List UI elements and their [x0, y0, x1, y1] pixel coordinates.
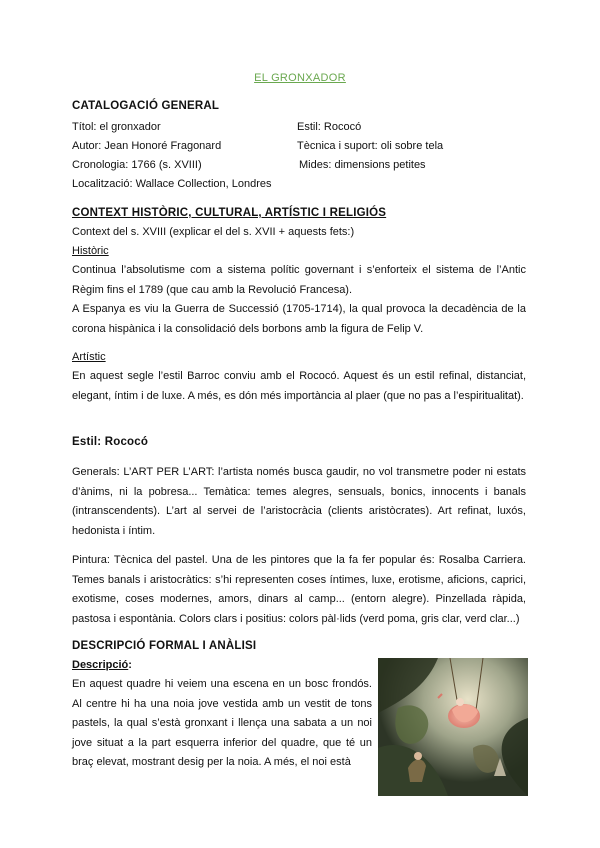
style-painting-paragraph: Pintura: Tècnica del pastel. Una de les pintores que la fa fer popular és: Rosalba Carriera. Temes banals i aristocràtics: s’hi representen coses íntimes, luxe, erotisme, aficions, caprici, exotisme, coses modernes, amors, dinars al camp... (entorn alegre). Pinzellada ràpida, pastosa i espontània. Colors clars i positius: colors pàl·lids (verd poma, gris clar, verd clar...)	[72, 554, 526, 625]
historic-paragraph-2: A Espanya es viu la Guerra de Successió (1705-1714), la qual provoca la decadència de la corona hispànica i la consolidació dels borbons amb la figura de Felip V.	[72, 303, 526, 335]
description-label-line	[72, 659, 132, 671]
catalog-title-field: Títol: el gronxador	[72, 121, 161, 133]
painting-image	[378, 658, 528, 796]
context-intro: Context del s. XVIII (explicar el del s. XVII + aquests fets:)	[72, 226, 355, 238]
document-title: EL GRONXADOR	[254, 72, 346, 84]
description-label: Descripció	[72, 659, 129, 671]
catalog-size-field: Mides: dimensions petites	[299, 159, 426, 171]
catalog-author-field: Autor: Jean Honoré Fragonard	[72, 140, 222, 152]
historic-paragraph-1: Continua l’absolutisme com a sistema polític governant i s’enforteix el sistema de l’Antic Règim fins el 1789 (que cau amb la Revolució Francesa).	[72, 264, 526, 296]
catalog-heading: CATALOGACIÓ GENERAL	[72, 100, 220, 112]
artistic-paragraph: En aquest segle l’estil Barroc conviu amb el Rococó. Aquest és un estil refinal, distanciat, elegant, íntim i de luxe. A més, es dón més importància al plaer (que no pas a l’espiritualitat).	[72, 370, 526, 402]
description-label-colon: :	[128, 659, 132, 671]
style-general-paragraph: Generals: L’ART PER L’ART: l’artista només busca gaudir, no vol transmetre poder ni estats d’ànims, ni la pobresa... Temàtica: temes alegres, sensuals, bonics, innocents i banals (intranscendents). L’art al servei de l’aristocràcia (clients aristòcrates). Art refinat, luxós, hedonista i íntim.	[72, 466, 526, 537]
description-paragraph: En aquest quadre hi veiem una escena en un bosc frondós. Al centre hi ha una noia jove vestida amb un vestit de tons pastels, la qual s’està gronxant i llença una sabata a un noi jove situat a la part esquerra inferior del quadre, que té un braç elevat, mostrant desig per la noia. A més, el noi està	[72, 678, 372, 768]
formal-heading: DESCRIPCIÓ FORMAL I ANÀLISI	[72, 640, 257, 652]
context-heading: CONTEXT HISTÒRIC, CULTURAL, ARTÍSTIC I RELIGIÓS	[72, 207, 387, 219]
catalog-style-field: Estil: Rococó	[297, 121, 362, 133]
style-heading: Estil: Rococó	[72, 436, 149, 448]
catalog-chronology-field: Cronologia: 1766 (s. XVIII)	[72, 159, 202, 171]
historic-label: Històric	[72, 245, 109, 257]
catalog-location-field: Localització: Wallace Collection, Londres	[72, 178, 272, 190]
artistic-label: Artístic	[72, 351, 106, 363]
catalog-technique-field: Tècnica i suport: oli sobre tela	[297, 140, 444, 152]
